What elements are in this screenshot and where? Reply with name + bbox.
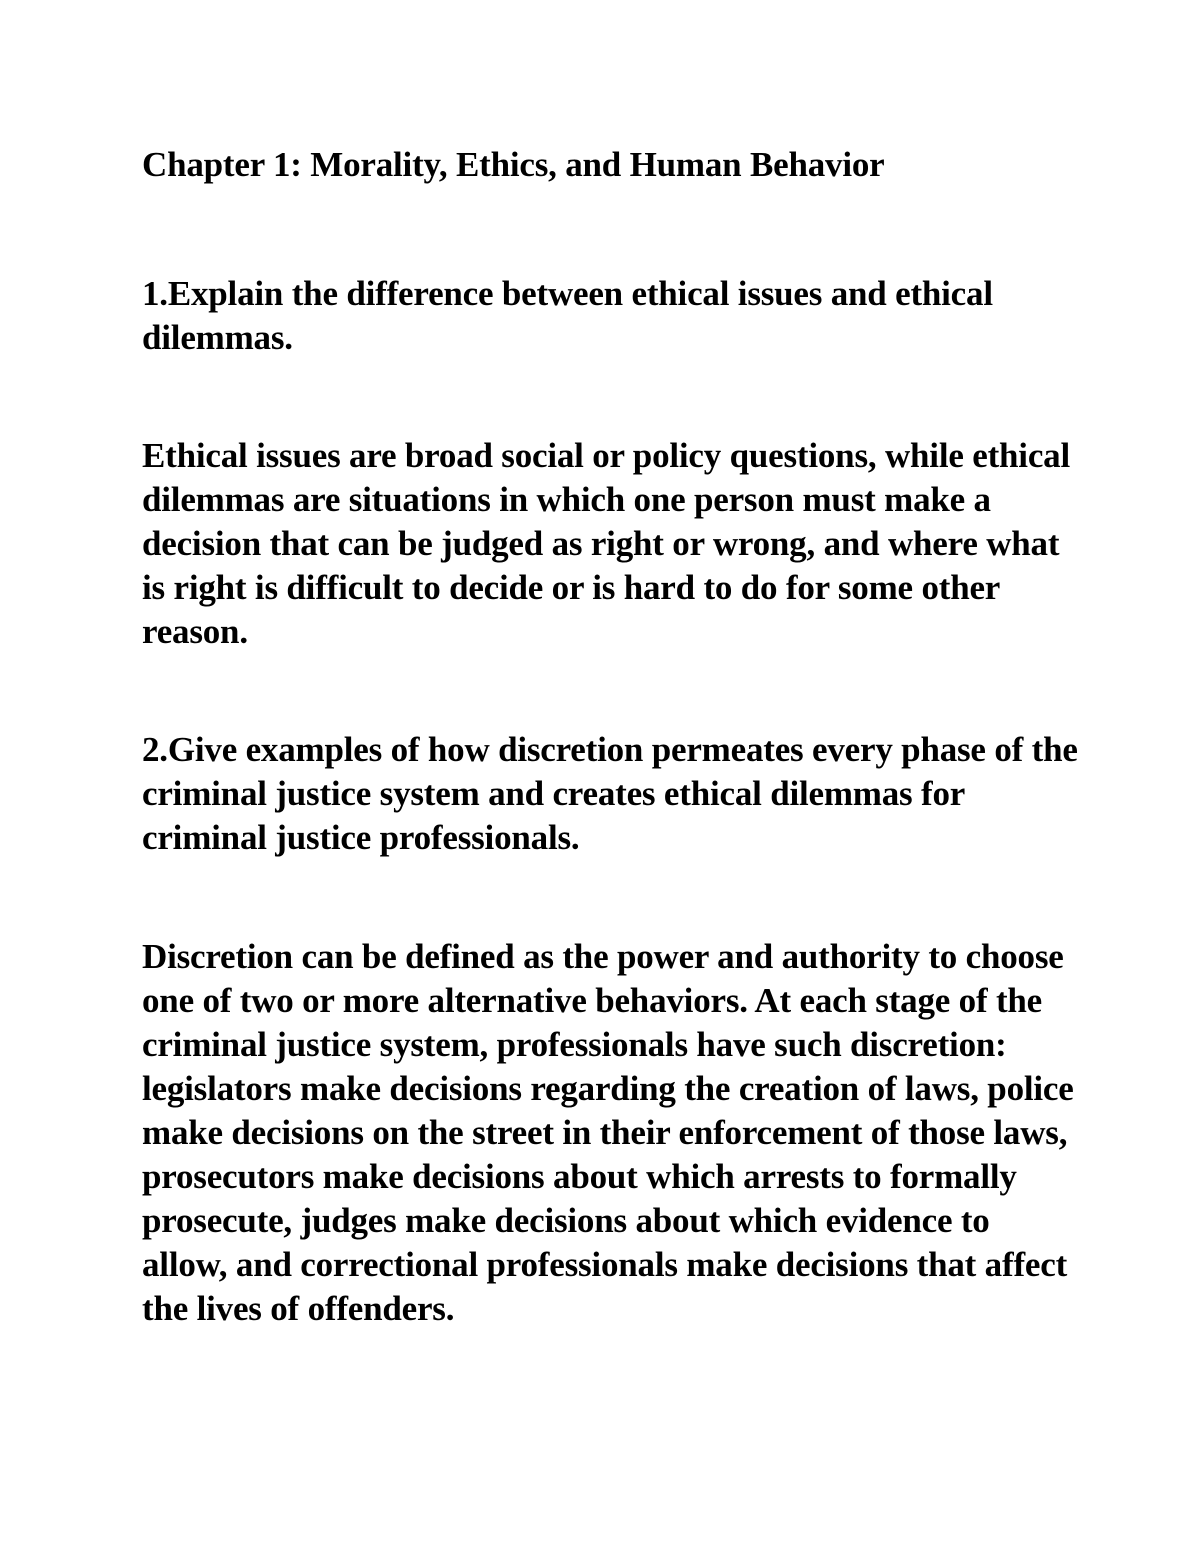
answer-2: Discretion can be defined as the power and authority to choose one of two or more alternative behaviors. At each stage of the criminal justice system, professionals have such discretion: legislators make decisions regarding the creation of laws, police make decisions on the street in their enforcement of those laws, prosecutors make decisions about which arrests to formally prosecute, judges make decisions about which evidence to allow, and correctional professionals make decisions that affect the lives of offenders.	[142, 937, 1074, 1328]
chapter-title: Chapter 1: Morality, Ethics, and Human Behavior	[142, 145, 885, 184]
question-2: 2.Give examples of how discretion permeates every phase of the criminal justice system and creates ethical dilemmas for criminal justice professionals.	[142, 730, 1078, 857]
question-1: 1.Explain the difference between ethical issues and ethical dilemmas.	[142, 274, 993, 357]
answer-1: Ethical issues are broad social or policy questions, while ethical dilemmas are situations in which one person must make a decision that can be judged as right or wrong, and where what is right is difficult to decide or is hard to do for some other reason.	[142, 436, 1070, 651]
